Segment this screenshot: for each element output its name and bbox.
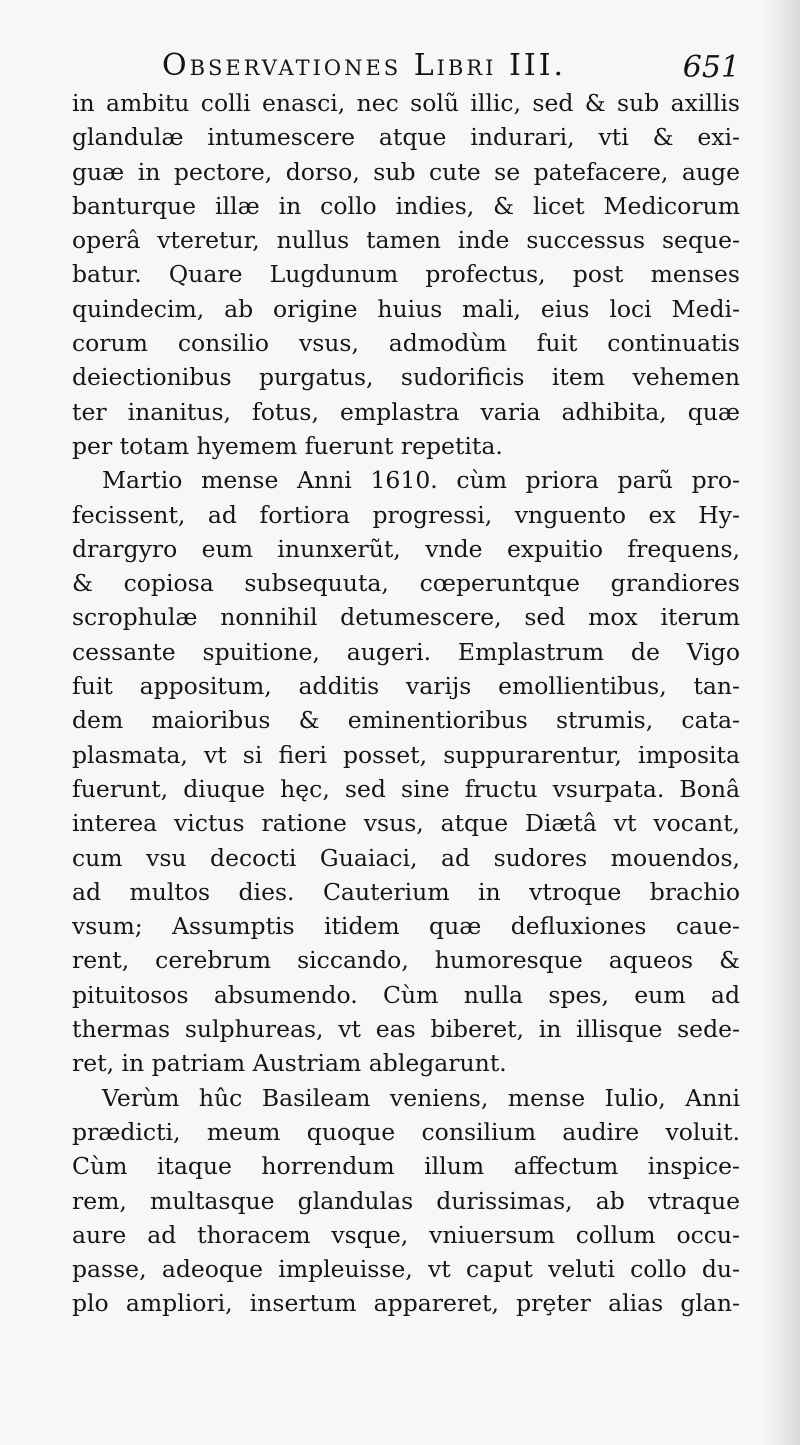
text-line: & copiosa subsequuta, cœperuntque grandiores xyxy=(72,569,740,598)
text-line: passe, adeoque impleuisse, vt caput veluti collo du- xyxy=(72,1255,740,1284)
text-line: interea victus ratione vsus, atque Diætâ vt vocant, xyxy=(72,809,740,838)
text-line: fecissent, ad fortiora progressi, vnguento ex Hy- xyxy=(72,500,740,529)
text-line: glandulæ intumescere atque indurari, vti & exi- xyxy=(72,123,740,152)
text-line: rent, cerebrum siccando, humoresque aqueos & xyxy=(72,946,740,975)
text-line: Cùm itaque horrendum illum affectum inspice- xyxy=(72,1152,740,1181)
text-line: cum vsu decocti Guaiaci, ad sudores mouendos, xyxy=(72,843,740,872)
text-line: plo ampliori, insertum appareret, prȩter alias glan- xyxy=(72,1289,740,1318)
text-line: aure ad thoracem vsque, vniuersum collum occu- xyxy=(72,1220,740,1249)
text-line: dem maioribus & eminentioribus strumis, cata- xyxy=(72,706,740,735)
text-line: operâ vteretur, nullus tamen inde successus seque- xyxy=(72,226,740,255)
body-text xyxy=(72,86,740,1321)
text-line: rem, multasque glandulas durissimas, ab vtraque xyxy=(72,1186,740,1215)
text-line: Martio mense Anni 1610. cùm priora parũ pro- xyxy=(102,466,740,495)
text-line: banturque illæ in collo indies, & licet Medicorum xyxy=(72,191,740,220)
text-line: cessante spuitione, augeri. Emplastrum de Vigo xyxy=(72,637,740,666)
text-line: fuerunt, diuque hęc, sed sine fructu vsurpata. Bonâ xyxy=(72,774,740,803)
text-line: per totam hyemem fuerunt repetita. xyxy=(72,431,503,460)
page-number: 651 xyxy=(682,50,740,85)
text-line: in ambitu colli enasci, nec solũ illic, sed & sub axillis xyxy=(72,89,740,117)
text-line: prædicti, meum quoque consilium audire voluit. xyxy=(72,1117,740,1146)
text-line: deiectionibus purgatus, sudorificis item vehemen xyxy=(72,363,740,392)
text-line: guæ in pectore, dorso, sub cute se patefacere, auge xyxy=(72,157,740,186)
text-line: Verùm hûc Basileam veniens, mense Iulio, Anni xyxy=(102,1083,740,1112)
text-line: fuit appositum, additis varijs emollientibus, tan- xyxy=(72,672,740,701)
text-line: pituitosos absumendo. Cùm nulla spes, eum ad xyxy=(72,980,740,1009)
text-line: plasmata, vt si fieri posset, suppurarentur, imposita xyxy=(72,740,740,769)
running-title: Observationes Libri III. xyxy=(162,48,567,83)
text-line: corum consilio vsus, admodùm fuit continuatis xyxy=(72,329,740,358)
text-line: ter inanitus, fotus, emplastra varia adhibita, quæ xyxy=(72,397,740,426)
text-line: vsum; Assumptis itidem quæ defluxiones caue- xyxy=(72,912,740,941)
text-line: quindecim, ab origine huius mali, eius loci Medi- xyxy=(72,294,740,323)
page-edge-shadow xyxy=(760,0,800,1445)
text-line: ret, in patriam Austriam ablegarunt. xyxy=(72,1049,507,1078)
text-line: thermas sulphureas, vt eas biberet, in illisque sede- xyxy=(72,1015,740,1044)
text-line: ad multos dies. Cauterium in vtroque brachio xyxy=(72,877,740,906)
text-line: drargyro eum inunxerũt, vnde expuitio frequens, xyxy=(72,534,740,563)
text-line: batur. Quare Lugdunum profectus, post menses xyxy=(72,260,740,289)
text-line: scrophulæ nonnihil detumescere, sed mox iterum xyxy=(72,603,740,632)
